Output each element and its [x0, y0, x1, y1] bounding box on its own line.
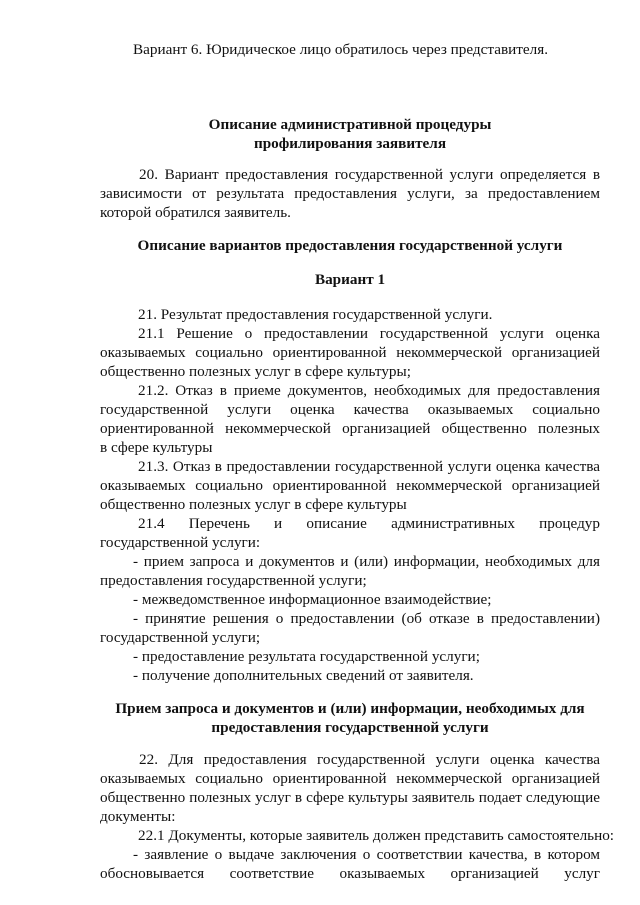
heading-request-cont: предоставления государственной услуги — [211, 719, 489, 736]
variant-6-line: Вариант 6. Юридическое лицо обратилось через представителя. — [133, 41, 548, 58]
paragraph-text: ориентированной некоммерческой организацией общественно полезных — [100, 420, 600, 437]
heading-procedure: Описание административной процедуры — [208, 116, 492, 133]
paragraph-text: документы: — [100, 808, 176, 825]
heading-variant-1: Вариант 1 — [314, 271, 386, 288]
paragraph-text: которой обратился заявитель. — [100, 204, 291, 221]
paragraph-text: государственной услуги оценка качества оказываемых социально — [100, 401, 600, 418]
list-item: - предоставление результата государственной услуги; — [133, 648, 480, 665]
paragraph-text: обосновывается соответствие оказываемых организацией услуг — [100, 865, 600, 882]
heading-variants: Описание вариантов предоставления государственной услуги — [137, 237, 563, 254]
paragraph-text: государственной услуги; — [100, 629, 261, 646]
paragraph-20: 20. Вариант предоставления государственной услуги определяется в — [139, 166, 600, 183]
list-item: - заявление о выдаче заключения о соответствии качества, в котором — [133, 846, 600, 863]
heading-procedure-cont: профилирования заявителя — [253, 135, 447, 152]
paragraph-22-1: 22.1 Документы, которые заявитель должен представить самостоятельно: — [138, 827, 615, 844]
paragraph-text: государственной услуги: — [100, 534, 261, 551]
heading-request: Прием запроса и документов и (или) информации, необходимых для — [115, 700, 585, 717]
list-item: - межведомственное информационное взаимодействие; — [133, 591, 492, 608]
list-item: - получение дополнительных сведений от заявителя. — [133, 667, 474, 684]
list-item: - принятие решения о предоставлении (об отказе в предоставлении) — [133, 610, 600, 627]
paragraph-text: общественно полезных услуг в сфере культуры заявитель подает следующие — [100, 789, 600, 806]
paragraph-text: зависимости от результата предоставления услуги, за предоставлением — [100, 185, 600, 202]
paragraph-text: предоставления государственной услуги; — [100, 572, 367, 589]
paragraph-text: оказываемых социально ориентированной некоммерческой организацией — [100, 770, 600, 787]
paragraph-21-2: 21.2. Отказ в приеме документов, необходимых для предоставления — [138, 382, 600, 399]
paragraph-text: оказываемых социально ориентированной некоммерческой организацией — [100, 477, 600, 494]
paragraph-text: оказываемых социально ориентированной некоммерческой организацией — [100, 344, 600, 361]
paragraph-text: общественно полезных услуг в сфере культуры — [100, 496, 407, 513]
paragraph-text: в сфере культуры — [100, 439, 213, 456]
list-item: - прием запроса и документов и (или) информации, необходимых для — [133, 553, 600, 570]
paragraph-21: 21. Результат предоставления государственной услуги. — [138, 306, 493, 323]
paragraph-21-4: 21.4 Перечень и описание административных процедур — [138, 515, 600, 532]
paragraph-21-3: 21.3. Отказ в предоставлении государственной услуги оценка качества — [138, 458, 600, 475]
paragraph-21-1: 21.1 Решение о предоставлении государственной услуги оценка — [138, 325, 600, 342]
paragraph-text: общественно полезных услуг в сфере культуры; — [100, 363, 411, 380]
paragraph-22: 22. Для предоставления государственной услуги оценка качества — [139, 751, 600, 768]
